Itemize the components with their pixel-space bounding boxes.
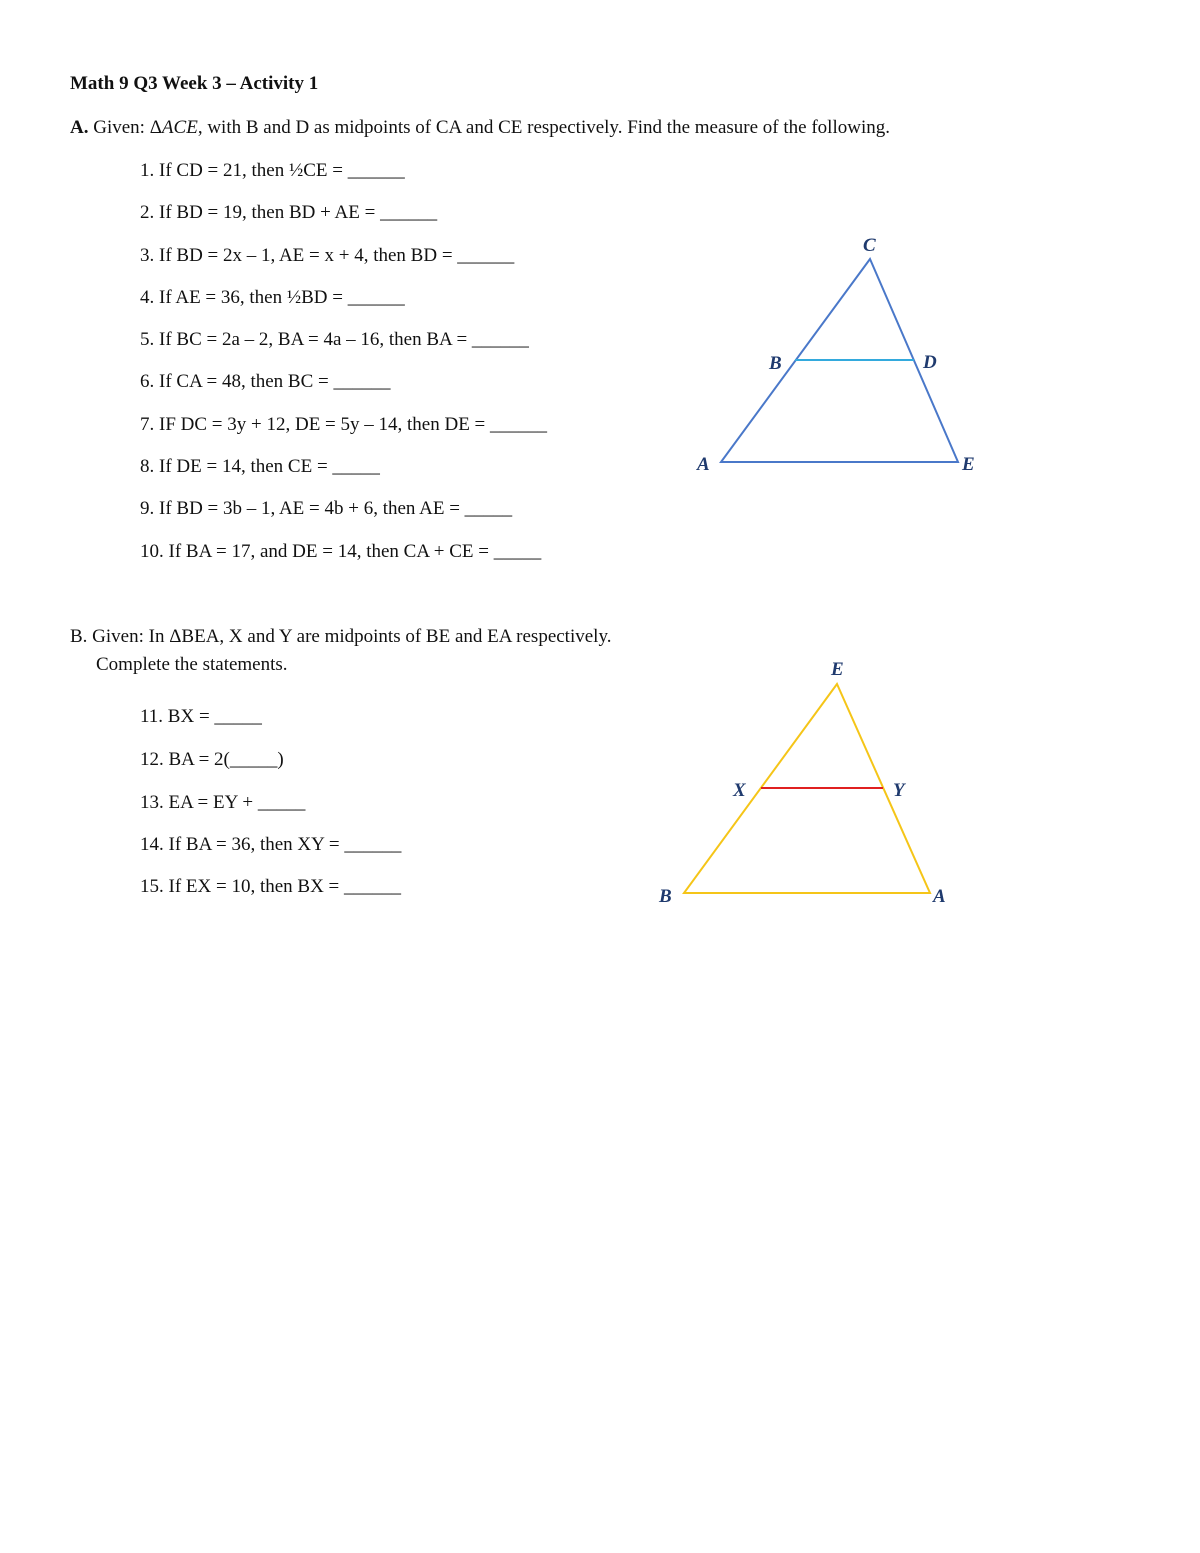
vertex-label-a: A	[933, 886, 946, 907]
question-13: 13. EA = EY + _____	[140, 792, 306, 813]
question-1: 1. If CD = 21, then ½CE = ______	[140, 160, 405, 181]
question-7: 7. IF DC = 3y + 12, DE = 5y – 14, then DE = ______	[140, 414, 548, 435]
vertex-label-b: B	[769, 353, 782, 374]
question-4: 4. If AE = 36, then ½BD = ______	[140, 287, 405, 308]
part-a-given-post: , with B and D as midpoints of CA and CE respectively. Find the measure of the following.	[197, 117, 890, 138]
triangle-bea-diagram	[658, 659, 946, 907]
part-a-given	[70, 117, 890, 139]
question-8: 8. If DE = 14, then CE = _____	[140, 456, 380, 477]
part-b-instruction: Complete the statements.	[96, 654, 288, 675]
triangle-bea	[684, 684, 930, 893]
vertex-label-e: E	[831, 659, 844, 680]
question-6: 6. If CA = 48, then BC = ______	[140, 371, 391, 392]
part-b-given: B. Given: In ΔBEA, X and Y are midpoints of BE and EA respectively.	[70, 626, 612, 647]
part-a-given-pre: Given: Δ	[93, 117, 162, 138]
question-10: 10. If BA = 17, and DE = 14, then CA + CE = _____	[140, 541, 542, 562]
vertex-label-d: D	[923, 352, 937, 373]
vertex-label-x: X	[733, 780, 746, 801]
part-a-triangle-name: ACE	[161, 117, 198, 138]
vertex-label-c: C	[863, 235, 876, 256]
part-a-label: A.	[70, 117, 89, 138]
vertex-label-y: Y	[893, 780, 905, 801]
question-3: 3. If BD = 2x – 1, AE = x + 4, then BD = ______	[140, 245, 515, 266]
page-title: Math 9 Q3 Week 3 – Activity 1	[70, 73, 319, 94]
triangle-ace-diagram	[696, 235, 975, 475]
triangle-ace	[721, 259, 958, 462]
question-12: 12. BA = 2(_____)	[140, 749, 284, 770]
question-9: 9. If BD = 3b – 1, AE = 4b + 6, then AE = _____	[140, 498, 513, 519]
question-15: 15. If EX = 10, then BX = ______	[140, 876, 402, 897]
vertex-label-a: A	[697, 454, 710, 475]
question-14: 14. If BA = 36, then XY = ______	[140, 834, 402, 855]
vertex-label-b: B	[659, 886, 672, 907]
question-5: 5. If BC = 2a – 2, BA = 4a – 16, then BA = ______	[140, 329, 529, 350]
question-11: 11. BX = _____	[140, 706, 262, 727]
question-2: 2. If BD = 19, then BD + AE = ______	[140, 202, 438, 223]
vertex-label-e: E	[962, 454, 975, 475]
